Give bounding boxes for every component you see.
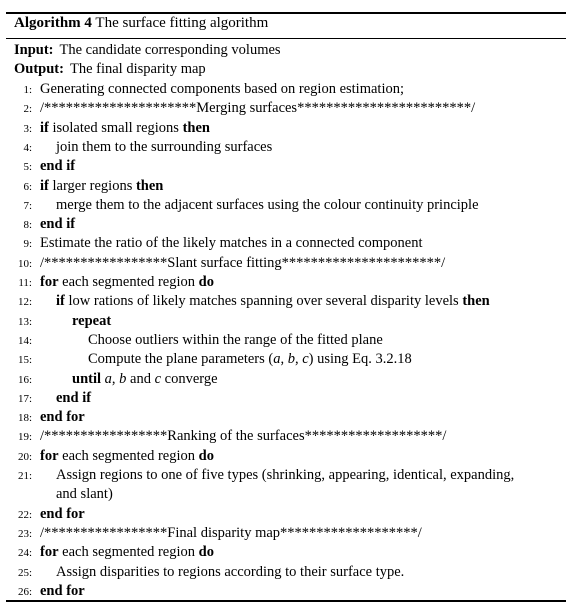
input-line <box>14 42 281 59</box>
keyword: then <box>182 119 210 136</box>
line-number: 18: <box>17 412 32 425</box>
text-run: Assign regions to one of five types (shrinking, appearing, identical, expanding, <box>56 467 515 483</box>
line-text <box>40 544 214 561</box>
line-number: 12: <box>17 296 32 309</box>
line-text <box>56 564 404 581</box>
line-text <box>72 313 111 330</box>
math-variable: c <box>302 351 309 368</box>
line-number: 20: <box>17 450 32 463</box>
line-text <box>88 351 412 368</box>
keyword: if <box>40 177 49 194</box>
line-number: 8: <box>23 219 32 232</box>
line-text <box>40 120 210 137</box>
line-text <box>40 216 75 233</box>
text-run: , <box>280 351 288 368</box>
line-text <box>40 235 423 252</box>
keyword: end for <box>40 409 85 426</box>
line-number: 6: <box>23 180 32 193</box>
math-variable: c <box>154 370 162 387</box>
line-number: 3: <box>23 122 32 135</box>
keyword: if <box>56 293 65 310</box>
input-text: The candidate corresponding volumes <box>59 42 281 58</box>
line-number: 5: <box>23 161 32 174</box>
line-number: 14: <box>17 334 32 347</box>
line-text <box>40 100 475 117</box>
output-line <box>14 61 206 78</box>
text-run: Generating connected components based on region estimation; <box>40 81 405 97</box>
text-run: Estimate the ratio of the likely matches in a connected component <box>40 235 423 252</box>
keyword: then <box>462 293 490 310</box>
line-text <box>40 525 422 542</box>
text-run: each segmented region <box>58 274 199 290</box>
text-run: , <box>111 370 120 387</box>
line-text <box>56 139 272 156</box>
line-number: 22: <box>17 508 32 521</box>
caption-title: The surface fitting algorithm <box>95 15 269 31</box>
algorithm-caption <box>14 15 268 32</box>
output-text: The final disparity map <box>69 61 206 77</box>
keyword: do <box>198 447 214 464</box>
text-run: larger regions <box>48 177 136 194</box>
text-run: and slant) <box>56 486 113 503</box>
line-number: 26: <box>17 585 32 598</box>
line-text <box>40 255 445 272</box>
math-variable: a <box>273 351 281 368</box>
line-text <box>56 197 479 214</box>
math-variable: a <box>104 370 112 387</box>
line-text <box>56 390 91 407</box>
line-number: 15: <box>17 354 32 367</box>
keyword: end for <box>40 582 85 599</box>
keyword: if <box>40 119 49 136</box>
text-run: /*****************Slant surface fitting**********************/ <box>40 254 446 271</box>
keyword: do <box>198 544 214 561</box>
line-number: 1: <box>23 84 32 96</box>
text-run: low rations of likely matches spanning over several disparity levels <box>64 293 463 310</box>
keyword: for <box>40 274 59 290</box>
line-text <box>56 467 514 484</box>
text-run: merge them to the adjacent surfaces using the colour continuity principle <box>56 196 479 213</box>
line-text <box>40 81 404 98</box>
line-text <box>40 274 214 291</box>
line-number: 25: <box>17 566 32 579</box>
text-run: isolated small regions <box>48 119 183 136</box>
line-number: 7: <box>23 199 32 212</box>
line-text <box>40 158 75 175</box>
keyword: for <box>40 447 59 464</box>
output-label: Output: <box>14 61 64 77</box>
line-number: 17: <box>17 392 32 405</box>
keyword: end if <box>40 158 76 175</box>
text-run: ) using Eq. 3.2.18 <box>308 351 412 368</box>
text-run: Choose outliers within the range of the fitted plane <box>88 331 383 348</box>
line-number: 13: <box>17 315 32 328</box>
keyword: do <box>198 274 214 290</box>
line-number: 24: <box>17 547 32 560</box>
line-number: 11: <box>18 277 32 289</box>
text-run: , <box>294 351 303 368</box>
line-text <box>88 332 383 349</box>
keyword: then <box>135 177 164 194</box>
text-run: converge <box>161 370 218 387</box>
keyword: end if <box>56 389 92 406</box>
text-run: /*********************Merging surfaces************************/ <box>40 100 476 117</box>
keyword: for <box>40 544 59 561</box>
text-run: /*****************Ranking of the surfaces*******************/ <box>40 428 447 445</box>
text-run: /*****************Final disparity map*******************/ <box>40 524 422 541</box>
line-text <box>40 428 446 445</box>
line-number: 23: <box>17 527 32 540</box>
line-number: 19: <box>17 431 32 444</box>
text-run: join them to the surrounding surfaces <box>56 138 273 155</box>
top-rule <box>6 12 566 14</box>
text-run: each segmented region <box>58 544 199 561</box>
line-number: 2: <box>23 103 32 116</box>
text-run: Assign disparities to regions according to their surface type. <box>56 563 405 580</box>
line-text <box>56 293 490 310</box>
input-label: Input: <box>14 42 54 58</box>
line-text <box>40 178 163 195</box>
text-run: each segmented region <box>58 447 199 464</box>
keyword: end for <box>40 505 85 522</box>
line-text <box>40 583 85 600</box>
line-text <box>72 371 218 388</box>
math-variable: b <box>287 351 295 368</box>
line-text <box>40 448 214 465</box>
line-number: 16: <box>17 373 32 386</box>
math-variable: b <box>119 370 127 387</box>
line-number: 21: <box>17 470 32 482</box>
caption-label: Algorithm 4 <box>14 15 92 31</box>
text-run: Compute the plane parameters ( <box>88 351 274 368</box>
keyword: repeat <box>72 312 112 329</box>
text-run: and <box>126 370 155 387</box>
line-text <box>40 409 85 426</box>
line-text <box>56 486 113 503</box>
line-text <box>40 506 85 523</box>
bottom-rule <box>6 600 566 602</box>
keyword: until <box>72 370 102 387</box>
keyword: end if <box>40 216 76 233</box>
line-number: 10: <box>17 257 32 270</box>
caption-rule <box>6 38 566 39</box>
line-number: 4: <box>23 141 32 154</box>
line-number: 9: <box>23 238 32 251</box>
